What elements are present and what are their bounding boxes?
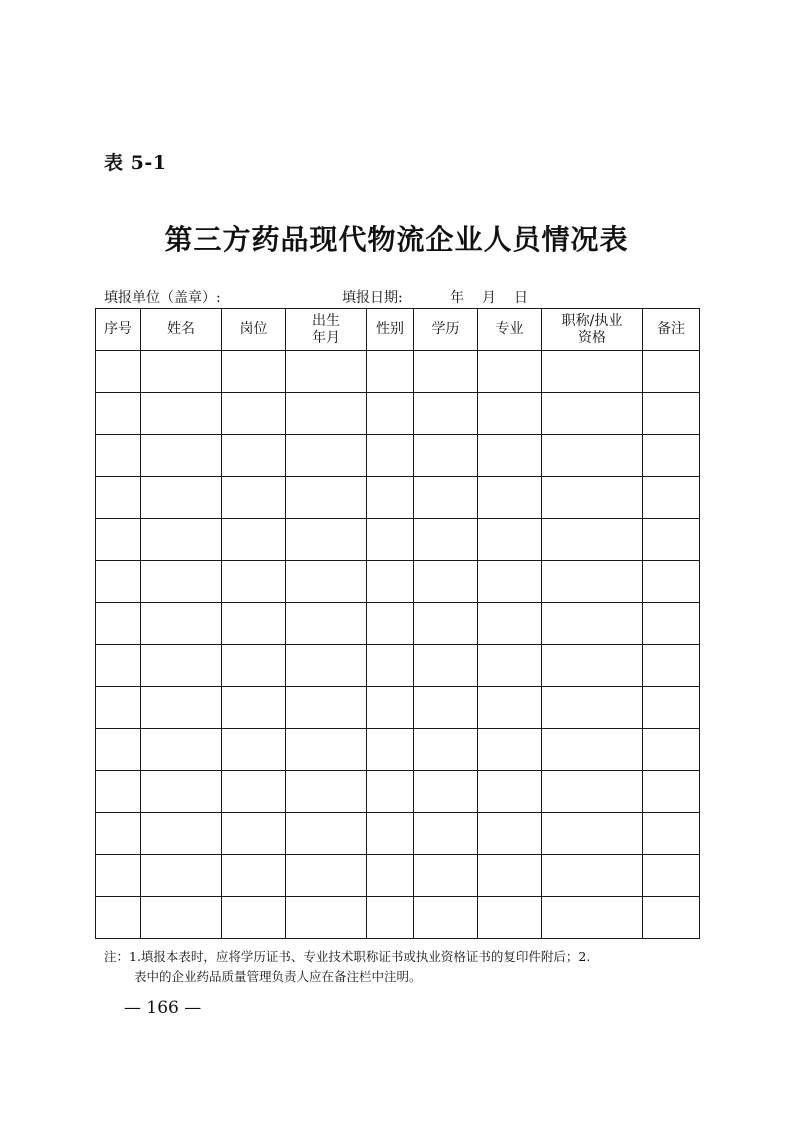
table-cell — [478, 645, 542, 687]
table-cell — [286, 687, 367, 729]
table-cell — [222, 687, 286, 729]
table-cell — [367, 897, 414, 939]
table-cell — [222, 603, 286, 645]
column-header — [367, 309, 414, 351]
table-cell — [542, 519, 643, 561]
table-cell — [542, 435, 643, 477]
table-cell — [367, 519, 414, 561]
table-cell — [367, 351, 414, 393]
table-cell — [96, 729, 141, 771]
table-cell — [141, 393, 222, 435]
table-cell — [286, 519, 367, 561]
table-row — [96, 813, 700, 855]
table-cell — [367, 771, 414, 813]
table-cell — [367, 813, 414, 855]
table-cell — [542, 477, 643, 519]
table-cell — [643, 771, 700, 813]
column-header — [643, 309, 700, 351]
table-cell — [414, 561, 478, 603]
table-cell — [542, 603, 643, 645]
table-cell — [542, 771, 643, 813]
table-cell — [141, 435, 222, 477]
table-row — [96, 561, 700, 603]
table-cell — [286, 561, 367, 603]
table-cell — [222, 771, 286, 813]
table-row — [96, 435, 700, 477]
table-row — [96, 687, 700, 729]
table-cell — [542, 645, 643, 687]
table-row — [96, 897, 700, 939]
footnote-line-2: 表中的企业药品质量管理负责人应在备注栏中注明。 — [134, 969, 422, 984]
table-cell — [367, 687, 414, 729]
table-cell — [96, 855, 141, 897]
table-cell — [222, 813, 286, 855]
column-header — [286, 309, 367, 351]
table-cell — [286, 603, 367, 645]
table-cell — [141, 477, 222, 519]
column-header-line: 备注 — [657, 321, 685, 337]
table-cell — [286, 813, 367, 855]
table-cell — [367, 729, 414, 771]
table-cell — [222, 855, 286, 897]
table-row — [96, 519, 700, 561]
table-cell — [96, 393, 141, 435]
column-header-line: 学历 — [431, 321, 460, 337]
table-cell — [643, 729, 700, 771]
table-row — [96, 477, 700, 519]
table-cell — [222, 519, 286, 561]
table-cell — [367, 477, 414, 519]
table-cell — [96, 603, 141, 645]
table-cell — [222, 477, 286, 519]
table-cell — [414, 729, 478, 771]
column-header — [414, 309, 478, 351]
column-header-line: 姓名 — [167, 321, 195, 337]
table-cell — [478, 435, 542, 477]
table-cell — [643, 645, 700, 687]
table-cell — [478, 393, 542, 435]
table-cell — [222, 645, 286, 687]
column-header-line: 出生 — [312, 312, 340, 329]
table-cell — [367, 435, 414, 477]
table-cell — [96, 351, 141, 393]
table-cell — [478, 771, 542, 813]
column-header — [478, 309, 542, 351]
table-cell — [414, 393, 478, 435]
table-cell — [141, 561, 222, 603]
table-cell — [286, 645, 367, 687]
table-cell — [478, 855, 542, 897]
table-label: 表 5-1 — [104, 152, 167, 174]
table-cell — [478, 897, 542, 939]
table-cell — [286, 729, 367, 771]
date-month: 月 — [482, 290, 496, 306]
table-cell — [286, 393, 367, 435]
table-cell — [141, 771, 222, 813]
table-cell — [141, 351, 222, 393]
table-cell — [96, 519, 141, 561]
table-cell — [478, 561, 542, 603]
table-cell — [414, 519, 478, 561]
column-header — [96, 309, 141, 351]
table-cell — [141, 603, 222, 645]
table-cell — [96, 477, 141, 519]
table-cell — [367, 561, 414, 603]
table-cell — [367, 645, 414, 687]
table-cell — [643, 561, 700, 603]
table-cell — [643, 813, 700, 855]
table-cell — [414, 813, 478, 855]
table-cell — [222, 897, 286, 939]
footnote — [104, 947, 700, 987]
table-cell — [96, 435, 141, 477]
table-cell — [286, 435, 367, 477]
table-cell — [141, 897, 222, 939]
document-title: 第三方药品现代物流企业人员情况表 — [164, 223, 629, 256]
table-cell — [141, 729, 222, 771]
table-cell — [414, 477, 478, 519]
table-cell — [96, 813, 141, 855]
table-cell — [286, 477, 367, 519]
table-cell — [542, 813, 643, 855]
table-cell — [542, 729, 643, 771]
table-cell — [222, 393, 286, 435]
table-cell — [643, 393, 700, 435]
table-cell — [478, 687, 542, 729]
table-row — [96, 603, 700, 645]
table-cell — [643, 435, 700, 477]
table-cell — [414, 351, 478, 393]
table-cell — [222, 435, 286, 477]
table-cell — [414, 897, 478, 939]
table-cell — [542, 897, 643, 939]
column-header-line: 性别 — [376, 321, 404, 337]
footnote-line-1: 注：1.填报本表时，应将学历证书、专业技术职称证书或执业资格证书的复印件附后；2. — [104, 949, 591, 964]
table-cell — [542, 855, 643, 897]
table-cell — [414, 771, 478, 813]
column-header — [542, 309, 643, 351]
table-cell — [141, 855, 222, 897]
table-cell — [141, 687, 222, 729]
table-cell — [643, 519, 700, 561]
table-cell — [367, 393, 414, 435]
table-cell — [96, 687, 141, 729]
table-cell — [96, 771, 141, 813]
column-header-line: 序号 — [104, 321, 132, 337]
table-cell — [96, 561, 141, 603]
table-cell — [286, 855, 367, 897]
column-header-line: 年月 — [312, 329, 340, 346]
table-cell — [414, 687, 478, 729]
column-header — [222, 309, 286, 351]
table-body — [96, 351, 700, 939]
fill-date-label: 填报日期: — [342, 290, 403, 306]
table-cell — [141, 645, 222, 687]
table-cell — [222, 351, 286, 393]
table-cell — [286, 771, 367, 813]
table-cell — [414, 645, 478, 687]
column-header — [141, 309, 222, 351]
table-cell — [96, 645, 141, 687]
table-row — [96, 393, 700, 435]
table-cell — [96, 897, 141, 939]
column-header-line: 资格 — [578, 329, 606, 346]
table-cell — [643, 897, 700, 939]
table-cell — [414, 603, 478, 645]
table-cell — [367, 603, 414, 645]
date-year: 年 — [450, 290, 464, 306]
table-cell — [542, 687, 643, 729]
table-cell — [643, 687, 700, 729]
table-cell — [286, 351, 367, 393]
table-cell — [478, 729, 542, 771]
column-header-line: 职称/执业 — [561, 312, 623, 329]
table-cell — [643, 351, 700, 393]
table-cell — [478, 477, 542, 519]
table-row — [96, 645, 700, 687]
table-cell — [478, 813, 542, 855]
table-cell — [286, 897, 367, 939]
table-row — [96, 351, 700, 393]
table-cell — [643, 477, 700, 519]
table-cell — [478, 519, 542, 561]
table-row — [96, 729, 700, 771]
table-cell — [542, 351, 643, 393]
table-cell — [643, 855, 700, 897]
table-cell — [643, 603, 700, 645]
table-cell — [367, 855, 414, 897]
table-cell — [542, 393, 643, 435]
table-cell — [542, 561, 643, 603]
table-row — [96, 855, 700, 897]
fill-unit-label: 填报单位（盖章）: — [104, 290, 221, 306]
table-cell — [141, 813, 222, 855]
table-row — [96, 771, 700, 813]
page-number: — 166 — — [124, 998, 202, 1018]
table-cell — [222, 561, 286, 603]
column-header-line: 专业 — [495, 321, 524, 337]
table-cell — [478, 603, 542, 645]
table-cell — [222, 729, 286, 771]
staff-table — [95, 308, 700, 939]
table-cell — [478, 351, 542, 393]
table-header-row — [96, 309, 700, 351]
date-day: 日 — [514, 290, 528, 306]
column-header-line: 岗位 — [239, 321, 268, 337]
table-cell — [414, 855, 478, 897]
table-cell — [141, 519, 222, 561]
table-cell — [414, 435, 478, 477]
